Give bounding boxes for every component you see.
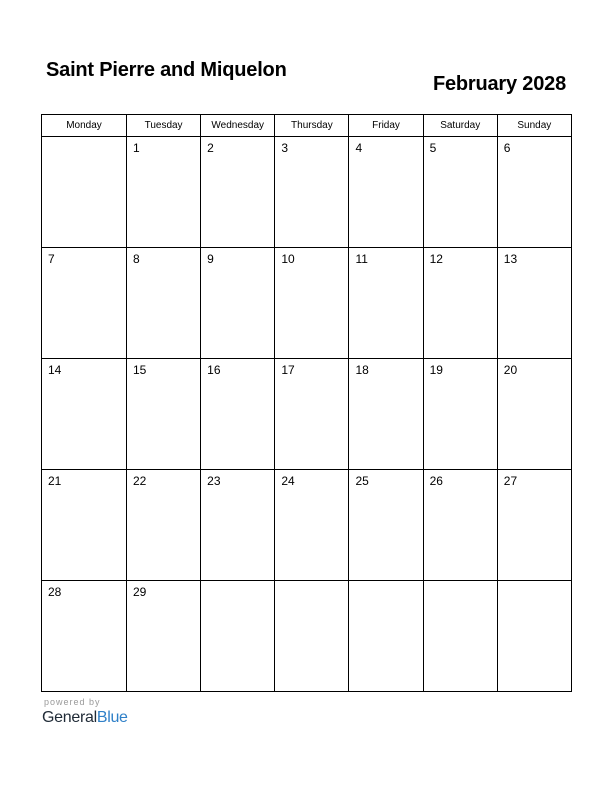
day-number [42, 137, 126, 141]
weekday-saturday: Saturday [423, 115, 497, 137]
day-cell [42, 359, 127, 470]
day-cell [497, 581, 571, 692]
day-cell [201, 137, 275, 248]
day-number: 6 [503, 141, 511, 155]
day-number: 18 [355, 363, 369, 377]
day-cell [127, 359, 201, 470]
day-cell [497, 470, 571, 581]
day-cell [423, 581, 497, 692]
day-number: 20 [503, 363, 518, 377]
day-number: 22 [133, 474, 147, 488]
day-cell [349, 248, 423, 359]
week-row [42, 248, 572, 359]
day-cell [275, 470, 349, 581]
day-number: 3 [281, 141, 288, 155]
day-cell [201, 248, 275, 359]
powered-by-label: powered by [44, 697, 101, 707]
weekday-monday: Monday [42, 115, 127, 137]
weekday-thursday: Thursday [275, 115, 349, 137]
day-cell [349, 581, 423, 692]
day-cell [275, 359, 349, 470]
region-title: Saint Pierre and Miquelon [46, 59, 287, 81]
day-cell [349, 359, 423, 470]
weekday-tuesday: Tuesday [127, 115, 201, 137]
footer-branding [42, 697, 128, 728]
day-number [424, 581, 497, 585]
day-cell [497, 359, 571, 470]
day-cell [127, 248, 201, 359]
day-number: 17 [281, 363, 295, 377]
day-number: 7 [48, 252, 55, 266]
day-number: 9 [207, 252, 214, 266]
brand-blue-text: Blue [96, 709, 128, 726]
day-number: 29 [133, 585, 147, 599]
week-row [42, 581, 572, 692]
day-cell [349, 137, 423, 248]
day-cell [423, 470, 497, 581]
day-cell [423, 248, 497, 359]
day-number: 8 [133, 252, 140, 266]
day-number: 21 [48, 474, 62, 488]
day-number: 28 [48, 585, 62, 599]
day-cell [275, 137, 349, 248]
week-row [42, 359, 572, 470]
day-number: 23 [207, 474, 221, 488]
day-number: 14 [48, 363, 62, 377]
week-row [42, 137, 572, 248]
day-number: 2 [207, 141, 214, 155]
weekday-sunday: Sunday [497, 115, 571, 137]
day-cell [423, 359, 497, 470]
day-cell [201, 359, 275, 470]
day-number: 13 [503, 252, 518, 266]
month-title: February 2028 [432, 73, 566, 95]
weekday-wednesday: Wednesday [201, 115, 275, 137]
day-cell [127, 581, 201, 692]
generalblue-logo [42, 708, 128, 728]
day-number [349, 581, 422, 585]
week-row [42, 470, 572, 581]
day-number [498, 581, 571, 585]
calendar-grid [41, 114, 572, 692]
day-cell [42, 581, 127, 692]
day-number: 19 [429, 363, 443, 377]
day-number: 4 [355, 141, 363, 155]
day-cell [127, 137, 201, 248]
day-number [201, 581, 274, 585]
day-cell [349, 470, 423, 581]
day-cell [42, 137, 127, 248]
day-number: 1 [133, 141, 140, 155]
day-cell [497, 248, 571, 359]
day-cell [127, 470, 201, 581]
day-number: 26 [429, 474, 443, 488]
weekday-friday: Friday [349, 115, 423, 137]
day-cell [275, 581, 349, 692]
day-number [275, 581, 348, 585]
day-number: 25 [355, 474, 369, 488]
day-number: 12 [429, 252, 443, 266]
day-cell [42, 248, 127, 359]
day-number: 11 [355, 252, 368, 266]
day-cell [201, 470, 275, 581]
day-cell [275, 248, 349, 359]
day-number: 24 [281, 474, 295, 488]
day-number: 10 [281, 252, 295, 266]
day-number: 27 [503, 474, 518, 488]
day-number: 16 [207, 363, 221, 377]
day-cell [497, 137, 571, 248]
day-cell [42, 470, 127, 581]
day-cell [201, 581, 275, 692]
day-number: 5 [429, 141, 437, 155]
brand-general-text: General [42, 709, 97, 726]
day-cell [423, 137, 497, 248]
weekday-header-row [42, 115, 572, 137]
day-number: 15 [133, 363, 147, 377]
